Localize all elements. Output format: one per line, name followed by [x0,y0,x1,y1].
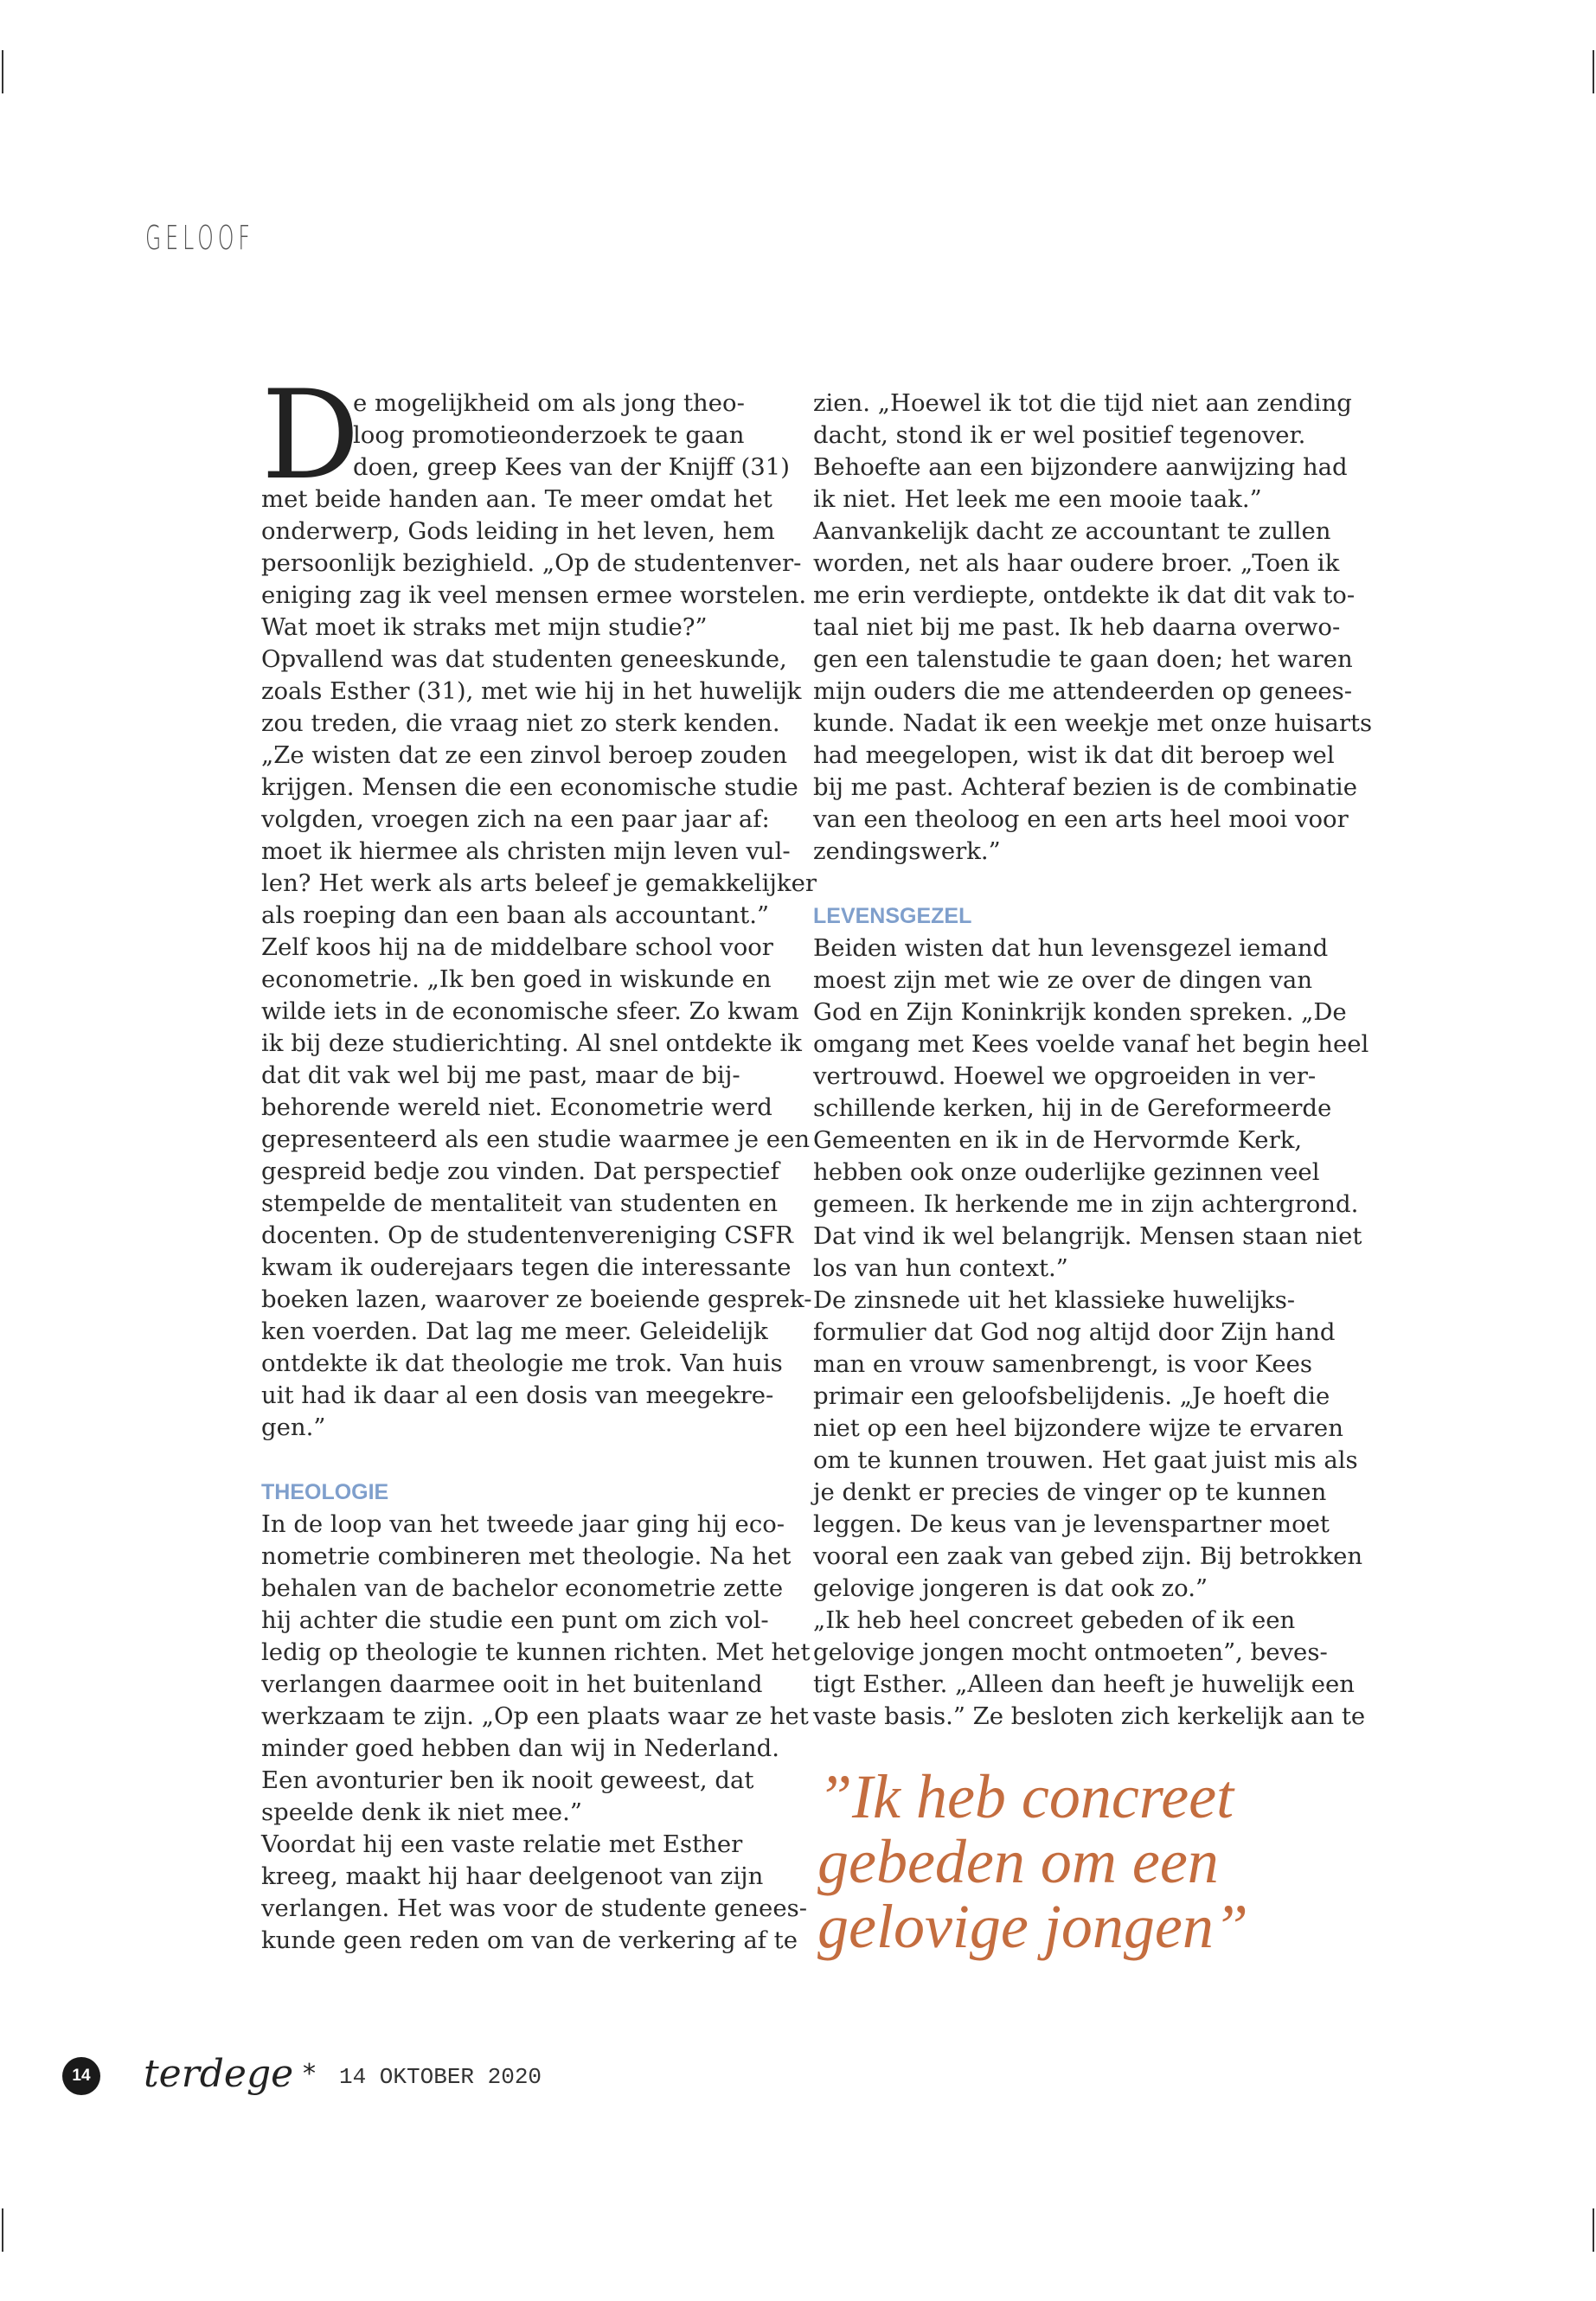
crop-mark-top-left [2,50,3,93]
text-line: onderwerp, Gods leiding in het leven, hem [261,517,775,545]
text-line: werkzaam te zijn. „Op een plaats waar ze het [261,1702,809,1730]
text-line: verlangen daarmee ooit in het buitenland [261,1670,763,1698]
text-line: ken voerden. Dat lag me meer. Geleidelijk [261,1317,768,1345]
text-line: om te kunnen trouwen. Het gaat juist mis als [813,1446,1358,1474]
text-line: schillende kerken, hij in de Gereformeerde [813,1094,1332,1122]
text-line: vertrouwd. Hoewel we opgroeiden in ver- [813,1062,1317,1090]
text-line: „Ik heb heel concreet gebeden of ik een [813,1606,1296,1634]
pull-quote-line: gelovige jongen” [817,1892,1248,1961]
text-line: Aanvankelijk dacht ze accountant te zullen [813,517,1331,545]
text-line: volgden, vroegen zich na een paar jaar af: [261,805,770,833]
text-line: behorende wereld niet. Econometrie werd [261,1093,772,1121]
text-line: bij me past. Achteraf bezien is de combinatie [813,773,1357,801]
text-line: e mogelijkheid om als jong theo- [353,389,745,417]
crop-mark-top-right [1593,50,1594,93]
text-line: ik bij deze studierichting. Al snel ontdekte ik [261,1029,802,1057]
section-label: GELOOF [145,219,254,257]
text-line: me erin verdiepte, ontdekte ik dat dit vak to- [813,581,1356,609]
text-line: nometrie combineren met theologie. Na het [261,1542,792,1570]
text-line: Zelf koos hij na de middelbare school voor [261,933,773,961]
text-line: doen, greep Kees van der Knijff (31) [353,453,790,481]
text-line: dat dit vak wel bij me past, maar de bij- [261,1061,740,1089]
text-line: zoals Esther (31), met wie hij in het huwelijk [261,677,802,705]
text-line: len? Het werk als arts beleef je gemakkelijker [261,869,817,897]
text-line: „Ze wisten dat ze een zinvol beroep zouden [261,741,788,769]
text-line: Gemeenten en ik in de Hervormde Kerk, [813,1126,1303,1154]
text-line: zou treden, die vraag niet zo sterk kenden. [261,709,780,737]
text-line: Een avonturier ben ik nooit geweest, dat [261,1766,754,1794]
text-line: worden, net als haar oudere broer. „Toen ik [813,549,1340,577]
right-column-body [813,388,1373,868]
text-line: speelde denk ik niet mee.” [261,1798,582,1826]
text-line: primair een geloofsbelijdenis. „Je hoeft die [813,1382,1330,1410]
text-line: krijgen. Mensen die een economische studie [261,773,798,801]
text-line: wilde iets in de economische sfeer. Zo kwam [261,997,799,1025]
asterisk-icon: * [303,2059,316,2089]
text-line: Voordat hij een vaste relatie met Esther [261,1830,743,1858]
text-line: stempelde de mentaliteit van studenten en [261,1189,779,1217]
text-line: God en Zijn Koninkrijk konden spreken. „De [813,998,1347,1026]
text-line: formulier dat God nog altijd door Zijn hand [813,1318,1336,1346]
text-line: De zinsnede uit het klassieke huwelijks- [813,1286,1296,1314]
text-line: Beiden wisten dat hun levensgezel iemand [813,934,1329,962]
spacer [261,1444,779,1477]
text-line: niet op een heel bijzondere wijze te ervaren [813,1414,1343,1442]
text-line: moest zijn met wie ze over de dingen van [813,966,1313,994]
text-line: Dat vind ik wel belangrijk. Mensen staan niet [813,1222,1362,1250]
text-line: dacht, stond ik er wel positief tegenover. [813,421,1306,449]
text-line: eniging zag ik veel mensen ermee worstelen. [261,581,807,609]
text-line: vaste basis.” Ze besloten zich kerkelijk aan te [813,1702,1366,1730]
text-line: gelovige jongen mocht ontmoeten”, beves- [813,1638,1328,1666]
text-line: zien. „Hoewel ik tot die tijd niet aan zending [813,389,1352,417]
text-line: met beide handen aan. Te meer omdat het [261,485,772,513]
text-line: Behoefte aan een bijzondere aanwijzing had [813,453,1348,481]
text-line: gen.” [261,1413,326,1441]
text-line: vooral een zaak van gebed zijn. Bij betrokken [813,1542,1363,1570]
pull-quote [817,1762,1440,1961]
text-line: gespreid bedje zou vinden. Dat perspectief [261,1157,779,1185]
crop-mark-bottom-left [2,2208,3,2252]
drop-cap: D [261,364,360,507]
text-line: loog promotieonderzoek te gaan [353,421,745,449]
pull-quote-line: ”Ik heb concreet [817,1762,1234,1831]
magazine-logo: terdege [144,2052,294,2096]
text-line: verlangen. Het was voor de studente genees- [261,1894,807,1922]
text-line: zendingswerk.” [813,837,1001,865]
text-line: je denkt er precies de vinger op te kunnen [813,1478,1327,1506]
spacer [813,868,1330,901]
left-column-body [261,388,817,1444]
text-line: docenten. Op de studentenvereniging CSFR [261,1221,793,1249]
text-line: had meegelopen, wist ik dat dit beroep wel [813,741,1335,769]
text-line: los van hun context.” [813,1254,1068,1282]
text-line: man en vrouw samenbrengt, is voor Kees [813,1350,1312,1378]
levensgezel-body [813,933,1369,1733]
subheading-levensgezel: LEVENSGEZEL [813,904,972,928]
text-line: hebben ook onze ouderlijke gezinnen veel [813,1158,1320,1186]
text-line: In de loop van het tweede jaar ging hij eco- [261,1510,785,1538]
theologie-body [261,1509,811,1957]
text-line: gelovige jongeren is dat ook zo.” [813,1574,1208,1602]
text-line: Opvallend was dat studenten geneeskunde, [261,645,787,673]
text-line: van een theoloog en een arts heel mooi voor [813,805,1349,833]
text-line: mijn ouders die me attendeerden op genees- [813,677,1353,705]
text-line: ledig op theologie te kunnen richten. Met het [261,1638,811,1666]
text-line: boeken lazen, waarover ze boeiende gesprek- [261,1285,812,1313]
text-line: kunde geen reden om van de verkering af te [261,1926,798,1954]
text-line: tigt Esther. „Alleen dan heeft je huwelijk een [813,1670,1356,1698]
text-line: moet ik hiermee als christen mijn leven vul- [261,837,791,865]
text-line: ontdekte ik dat theologie me trok. Van huis [261,1349,783,1377]
text-line: hij achter die studie een punt om zich vol- [261,1606,769,1634]
text-line: behalen van de bachelor econometrie zette [261,1574,784,1602]
subheading-theologie: THEOLOGIE [261,1480,389,1504]
text-line: minder goed hebben dan wij in Nederland. [261,1734,779,1762]
article-column-right [813,388,1373,1733]
text-line: kreeg, maakt hij haar deelgenoot van zijn [261,1862,764,1890]
text-line: Wat moet ik straks met mijn studie?” [261,613,708,641]
text-line: kwam ik ouderejaars tegen die interessante [261,1253,792,1281]
page-number: 14 [62,2057,100,2095]
text-line: uit had ik daar al een dosis van meegekre- [261,1381,774,1409]
text-line: persoonlijk bezighield. „Op de studentenver- [261,549,802,577]
article-column-left [261,364,817,1957]
crop-mark-bottom-right [1593,2208,1594,2252]
text-line: als roeping dan een baan als accountant.” [261,901,770,929]
pull-quote-line: gebeden om een [817,1827,1219,1896]
text-line: ik niet. Het leek me een mooie taak.” [813,485,1262,513]
text-line: leggen. De keus van je levenspartner moet [813,1510,1330,1538]
text-line: econometrie. „Ik ben goed in wiskunde en [261,965,772,993]
text-line: kunde. Nadat ik een weekje met onze huisarts [813,709,1373,737]
text-line: gepresenteerd als een studie waarmee je een [261,1125,811,1153]
text-line: taal niet bij me past. Ik heb daarna overwo- [813,613,1341,641]
text-line: gen een talenstudie te gaan doen; het waren [813,645,1353,673]
issue-date: 14 OKTOBER 2020 [339,2064,542,2090]
text-line: omgang met Kees voelde vanaf het begin heel [813,1030,1369,1058]
text-line: gemeen. Ik herkende me in zijn achtergrond. [813,1190,1359,1218]
